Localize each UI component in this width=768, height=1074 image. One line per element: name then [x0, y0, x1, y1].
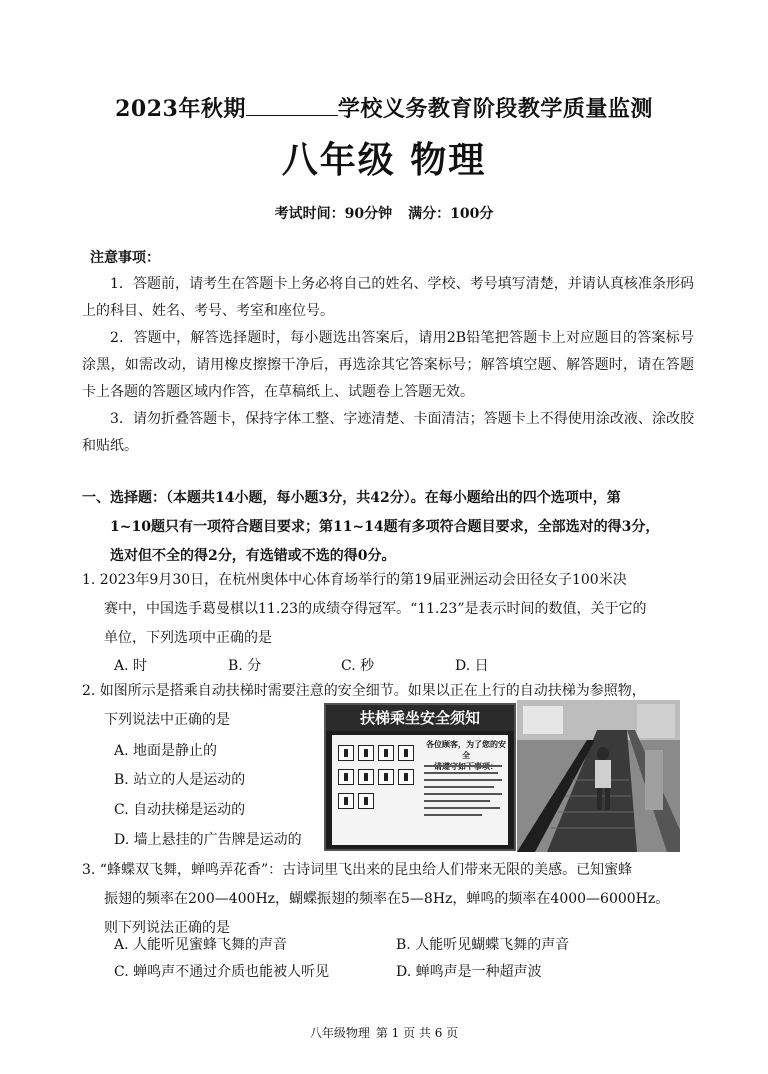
- notes-title: 注意事项：: [90, 250, 160, 266]
- option-c: C. 蝉鸣声不通过介质也能被人听见: [114, 964, 330, 980]
- section-line: 1~10题只有一项符合题目要求；第11~14题有多项符合题目要求，全部选对的得3分，: [110, 519, 660, 535]
- no-running-icon: [378, 745, 394, 761]
- question-line: 单位，下列选项中正确的是: [104, 630, 272, 646]
- notice-title: 扶梯乘坐安全须知: [326, 705, 514, 731]
- safety-notice-board: [324, 703, 516, 851]
- escalator-photo: [517, 700, 680, 852]
- exam-info: [0, 203, 768, 223]
- note-text: 1．答题前，请考生在答题卡上务必将自己的姓名、学校、考号填写清楚，并请认真核准条形码上的科目、姓名、考号、考室和座位号。: [82, 276, 694, 319]
- option-d: D. 墙上悬挂的广告牌是运动的: [114, 832, 302, 848]
- note-item: [82, 406, 694, 460]
- notice-body: [332, 735, 508, 845]
- no-climbing-icon: [338, 793, 354, 809]
- escalator-photo-svg: [517, 700, 680, 852]
- note-text: 2．答题中，解答选择题时，每小题选出答案后，请用2B铅笔把答题卡上对应题目的答案标号涂黑，如需改动，请用橡皮擦擦干净后，再选涂其它答案标号；解答填空题、解答题时，请在答题卡上各题的答题区域内作答，在草稿纸上、试题卷上答题无效。: [82, 330, 694, 400]
- option-b: B. 人能听见蝴蝶飞舞的声音: [396, 937, 570, 953]
- question-line: 赛中，中国选手葛曼棋以11.23的成绩夺得冠军。“11.23”是表示时间的数值，关于它的: [104, 601, 647, 617]
- question-line: 1. 2023年9月30日，在杭州奥体中心体育场举行的第19届亚洲运动会田径女子100米决: [82, 572, 627, 588]
- section-heading: [82, 484, 694, 571]
- school-blank: [246, 97, 338, 116]
- exam-title: [0, 92, 768, 123]
- no-stroller-icon: [338, 745, 354, 761]
- option-c: C. 自动扶梯是运动的: [114, 802, 246, 818]
- title-part1: 2023年秋期: [115, 96, 246, 122]
- question-line: 则下列说法正确的是: [104, 920, 230, 936]
- subject-title: 八年级 物理: [281, 139, 487, 181]
- note-item: [82, 325, 694, 406]
- safety-icons: [336, 743, 420, 815]
- question-line: 3. “蜂蝶双飞舞，蝉鸣弄花香”：古诗词里飞出来的昆虫给人们带来无限的美感。已知蜜蜂: [82, 862, 633, 878]
- question-3: [82, 856, 694, 943]
- section-line: 选对但不全的得2分，有选错或不选的得0分。: [110, 548, 396, 564]
- option-a: A. 人能听见蜜蜂飞舞的声音: [114, 937, 288, 953]
- hold-handrail-icon: [358, 745, 374, 761]
- option-d: D. 日: [455, 658, 489, 674]
- exam-time: 考试时间：90分钟: [274, 206, 393, 222]
- no-pets-icon: [398, 769, 414, 785]
- notice-sub-line: 各位顾客，为了您的安全: [426, 740, 506, 760]
- title-part2: 学校义务教育阶段教学质量监测: [337, 96, 653, 122]
- section-line: 一、选择题：（本题共14小题，每小题3分，共42分）。在每小题给出的四个选项中，第: [82, 490, 621, 506]
- option-b: B. 站立的人是运动的: [114, 772, 246, 788]
- caution-icon: [358, 793, 374, 809]
- option-c: C. 秒: [341, 658, 375, 674]
- option-b: B. 分: [228, 658, 262, 674]
- question-line: 2. 如图所示是搭乘自动扶梯时需要注意的安全细节。如果以正在上行的自动扶梯为参照物，: [82, 683, 646, 699]
- option-a: A. 时: [114, 658, 148, 674]
- stand-firm-icon: [398, 745, 414, 761]
- notice-fine-print: [424, 765, 504, 825]
- watch-children-icon: [358, 769, 374, 785]
- note-item: [82, 271, 694, 325]
- question-line: 振翅的频率在200—400Hz，蝴蝶振翅的频率在5—8Hz，蝉鸣的频率在4000—6000Hz。: [104, 891, 670, 907]
- note-text: 3．请勿折叠答题卡，保持字体工整、字迹清楚、卡面清洁；答题卡上不得使用涂改液、涂改胶和贴纸。: [82, 411, 694, 454]
- option-a: A. 地面是静止的: [114, 743, 218, 759]
- option-d: D. 蝉鸣声是一种超声波: [396, 964, 542, 980]
- no-sitting-icon: [378, 769, 394, 785]
- footer-page-info: 第 1 页 共 6 页: [375, 1026, 459, 1040]
- no-lean-icon: [338, 769, 354, 785]
- full-score: 满分：100分: [408, 206, 494, 222]
- escalator-figure: [324, 700, 680, 852]
- page-footer: [0, 1024, 768, 1041]
- footer-subject: 八年级物理: [309, 1026, 370, 1040]
- question-line: 下列说法中正确的是: [104, 712, 230, 728]
- question-1: [82, 566, 694, 653]
